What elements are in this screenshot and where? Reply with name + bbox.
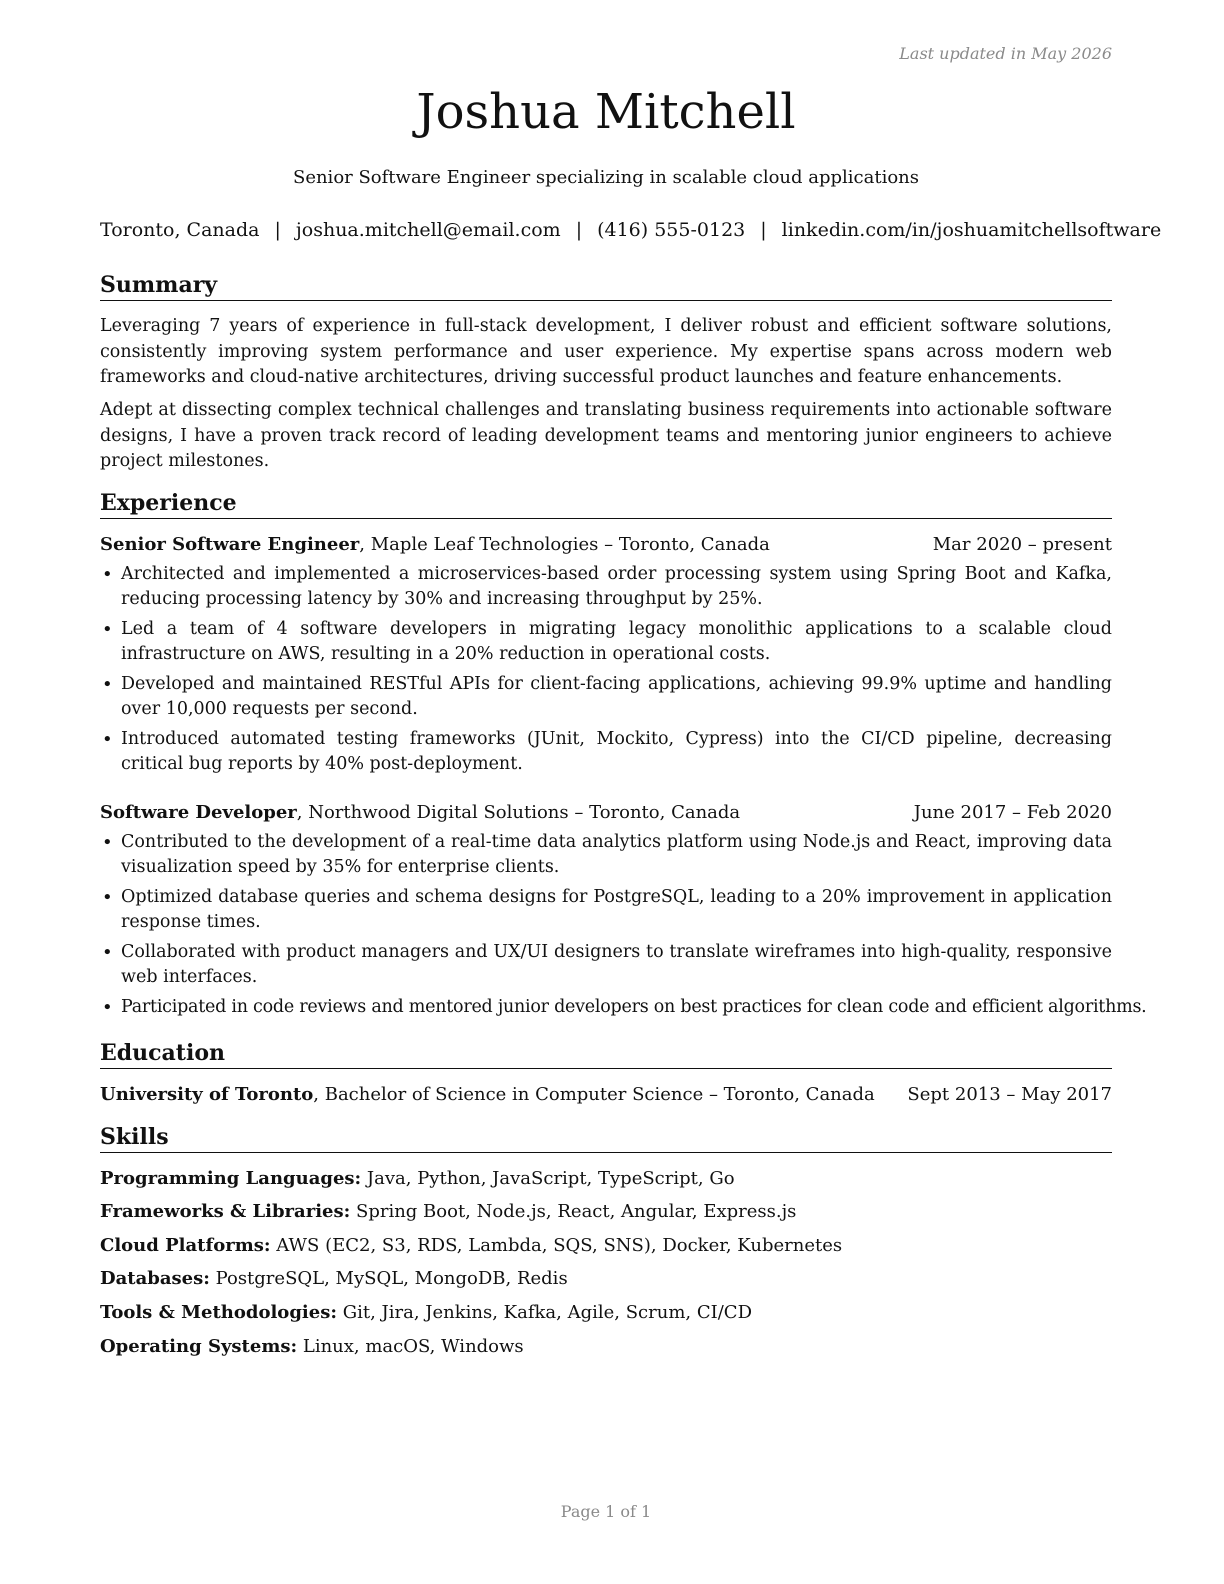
job-header [100,533,1112,557]
skill-row [100,1167,1112,1191]
contact-separator: | [274,219,281,241]
contact-separator: | [760,219,767,241]
job-title-line [100,533,770,557]
contact-line [100,219,1162,241]
education-dates: Sept 2013 – May 2017 [907,1084,1112,1105]
skill-row [100,1301,1112,1325]
skill-value: Git, Jira, Jenkins, Kafka, Agile, Scrum, CI/CD [336,1302,752,1323]
list-item: • Introduced automated testing frameworks (JUnit, Mockito, Cypress) into the CI/CD pipeline, decreasing critical bug reports by 40% post-deployment. [100,727,1112,777]
skill-label: Frameworks & Libraries: [100,1201,351,1222]
skill-row [100,1267,1112,1291]
page-number: Page 1 of 1 [560,1502,652,1521]
skill-row [100,1335,1112,1359]
summary-paragraph: Leveraging 7 years of experience in full-stack development, I deliver robust and efficient software solutions, consistently improving system performance and user experience. My expertise spans across modern web frameworks and cloud-native architectures, driving successful product launches and feature enhancements. [100,316,1112,387]
education-line [100,1083,875,1107]
education-school: University of Toronto [100,1084,314,1105]
job-bullets [100,830,1147,1025]
headline: Senior Software Engineer specializing in scalable cloud applications [292,167,920,188]
job-bullets [100,562,1112,782]
job-title-line [100,801,740,825]
last-updated-note: Last updated in May 2026 [899,44,1112,63]
contact-separator: | [575,219,583,241]
skill-label: Operating Systems: [100,1336,298,1357]
job-company: , Northwood Digital Solutions – Toronto, Canada [296,802,741,823]
skill-label: Programming Languages: [100,1168,362,1189]
skill-row [100,1234,1112,1258]
education-degree: , Bachelor of Science in Computer Science – Toronto, Canada [313,1084,875,1105]
skill-value: AWS (EC2, S3, RDS, Lambda, SQS, SNS), Docker, Kubernetes [270,1235,843,1256]
contact-phone: (416) 555-0123 [597,219,746,241]
contact-location: Toronto, Canada [100,219,260,241]
list-item: • Collaborated with product managers and UX/UI designers to translate wireframes into high-quality, responsive web interfaces. [100,940,1112,990]
skill-value: Spring Boot, Node.js, React, Angular, Express.js [350,1201,797,1222]
job-role: Software Developer [100,802,297,823]
job-role: Senior Software Engineer [100,534,360,555]
list-item: • Architected and implemented a microservices-based order processing system using Spring Boot and Kafka, reducing processing latency by 30% and increasing throughput by 25%. [100,562,1112,612]
job-dates: Mar 2020 – present [932,534,1112,555]
skill-value: Linux, macOS, Windows [297,1336,524,1357]
contact-email[interactable]: joshua.mitchell@email.com [295,219,561,241]
candidate-name: Joshua Mitchell [416,84,796,140]
list-item: • Participated in code reviews and mentored junior developers on best practices for clean code and efficient algorithms. [100,995,1112,1020]
section-title-summary: Summary [100,272,1112,301]
resume-page [100,0,1162,1584]
skill-value: Java, Python, JavaScript, TypeScript, Go [361,1168,735,1189]
section-title-skills: Skills [100,1124,1112,1153]
education-entry [100,1083,1112,1107]
skill-value: PostgreSQL, MySQL, MongoDB, Redis [209,1268,568,1289]
job-company: , Maple Leaf Technologies – Toronto, Canada [359,534,770,555]
job-header [100,801,1112,825]
contact-linkedin[interactable]: linkedin.com/in/joshuamitchellsoftware [781,219,1162,241]
list-item: • Led a team of 4 software developers in migrating legacy monolithic applications to a scalable cloud infrastructure on AWS, resulting in a 20% reduction in operational costs. [100,617,1112,667]
list-item: • Contributed to the development of a real-time data analytics platform using Node.js and React, improving data visualization speed by 35% for enterprise clients. [100,830,1112,880]
list-item: • Optimized database queries and schema designs for PostgreSQL, leading to a 20% improvement in application response times. [100,885,1112,935]
skill-label: Cloud Platforms: [100,1235,271,1256]
summary-paragraph: Adept at dissecting complex technical challenges and translating business requirements into actionable software designs, I have a proven track record of leading development teams and mentoring junior engineers to achieve project milestones. [100,400,1112,471]
skill-label: Databases: [100,1268,210,1289]
section-title-education: Education [100,1040,1112,1069]
skill-label: Tools & Methodologies: [100,1302,337,1323]
job-dates: June 2017 – Feb 2020 [913,802,1112,823]
skill-row [100,1200,1112,1224]
list-item: • Developed and maintained RESTful APIs for client-facing applications, achieving 99.9% uptime and handling over 10,000 requests per second. [100,672,1112,722]
section-title-experience: Experience [100,490,1112,519]
